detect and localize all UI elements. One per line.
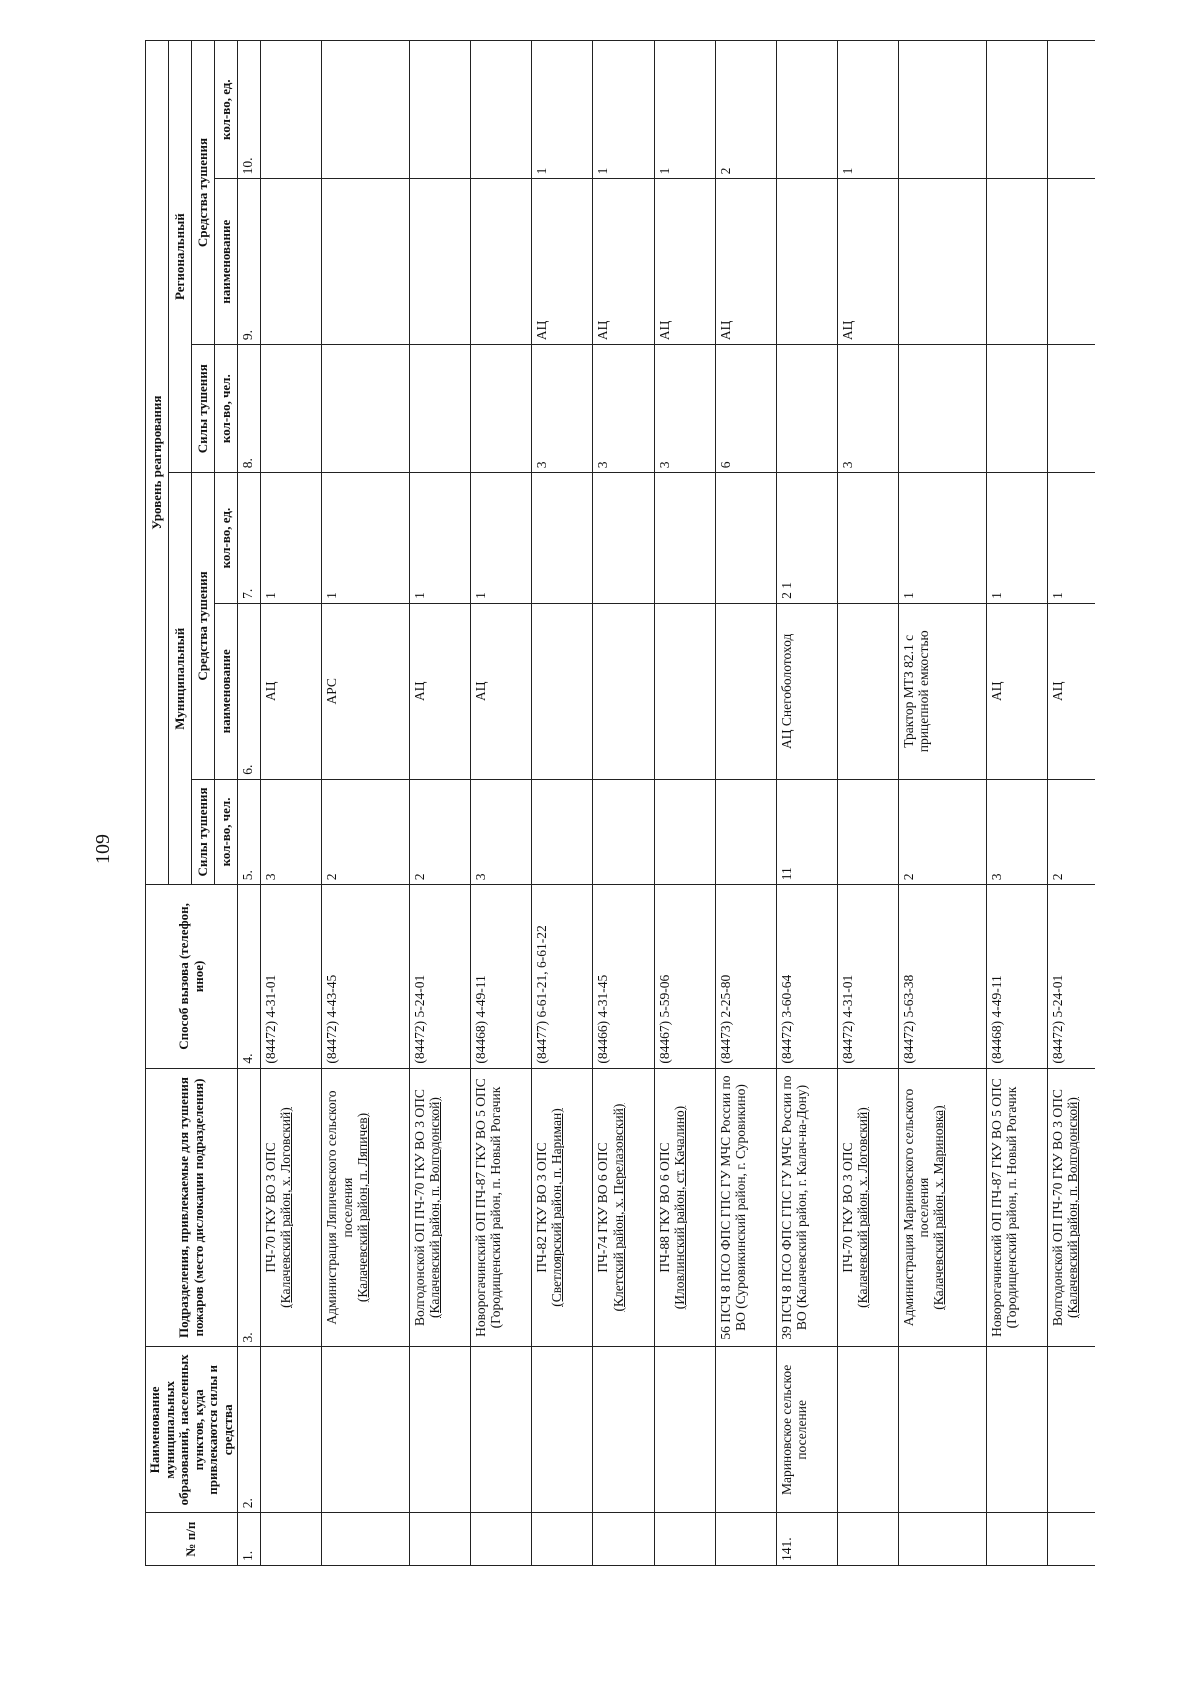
- row-place: [409, 1347, 470, 1513]
- row-unit-location: (Светлоярский район, п. Нариман): [549, 1108, 565, 1307]
- row-r-qty: [776, 41, 837, 179]
- table-row: [322, 41, 409, 1566]
- row-m-name: [532, 603, 593, 779]
- row-m-name: АЦ: [261, 603, 322, 779]
- row-r-forces: [471, 345, 532, 473]
- row-unit: [322, 1068, 409, 1347]
- row-number: [532, 1513, 593, 1566]
- row-r-qty: 2: [715, 41, 776, 179]
- row-place: [986, 1347, 1047, 1513]
- column-number: 10.: [238, 41, 261, 179]
- row-m-qty: 1: [1047, 473, 1095, 604]
- row-r-name: АЦ: [593, 179, 654, 345]
- row-r-qty: 1: [593, 41, 654, 179]
- table-row: [715, 41, 776, 1566]
- row-place: [532, 1347, 593, 1513]
- row-r-qty: [261, 41, 322, 179]
- row-place: [322, 1347, 409, 1513]
- column-number: 3.: [238, 1068, 261, 1347]
- row-m-forces: [593, 779, 654, 885]
- row-unit-location: (Клетский район, х. Перелазовский): [610, 1103, 626, 1312]
- row-number: [409, 1513, 470, 1566]
- row-unit-location: (Калачевский район, х. Мариновка): [931, 1105, 947, 1310]
- row-m-name: [593, 603, 654, 779]
- row-r-forces: 3: [593, 345, 654, 473]
- row-phone: (84473) 2-25-80: [715, 885, 776, 1068]
- row-unit: [409, 1068, 470, 1347]
- row-r-qty: [899, 41, 986, 179]
- row-number: [593, 1513, 654, 1566]
- column-number: 8.: [238, 345, 261, 473]
- row-number: [471, 1513, 532, 1566]
- row-r-name: [471, 179, 532, 345]
- row-m-qty: [593, 473, 654, 604]
- row-place: [261, 1347, 322, 1513]
- row-place: [593, 1347, 654, 1513]
- table-row: [986, 41, 1047, 1566]
- row-m-name: [654, 603, 715, 779]
- column-numbers-row: [238, 41, 261, 1566]
- header-r-forces: Силы тушения: [192, 345, 215, 473]
- table-row: [899, 41, 986, 1566]
- row-r-forces: 3: [838, 345, 899, 473]
- row-unit: [532, 1068, 593, 1347]
- row-m-name: АЦ: [409, 603, 470, 779]
- row-number: [838, 1513, 899, 1566]
- row-r-forces: 6: [715, 345, 776, 473]
- row-unit-location: (Калачевский район, х. Логовский): [855, 1107, 871, 1308]
- row-m-qty: 1: [471, 473, 532, 604]
- header-r-qty-people: кол-во, чел.: [215, 345, 238, 473]
- row-unit: [776, 1068, 837, 1347]
- row-m-name: АЦ Снегоболотоход: [776, 603, 837, 779]
- row-m-qty: 2 1: [776, 473, 837, 604]
- header-row-1: [146, 41, 169, 1566]
- row-place: [1047, 1347, 1095, 1513]
- header-place: Наименование муниципальных образований, населенных пунктов, куда привлекаются силы и средства: [146, 1347, 238, 1513]
- row-r-qty: [322, 41, 409, 179]
- header-m-forces: Силы тушения: [192, 779, 215, 885]
- row-m-qty: [838, 473, 899, 604]
- row-m-qty: 1: [986, 473, 1047, 604]
- header-phone: Способ вызова (телефон, иное): [146, 885, 238, 1068]
- row-unit-name: ПЧ-88 ГКУ ВО 6 ОПС: [656, 1142, 672, 1273]
- row-m-forces: [532, 779, 593, 885]
- row-m-forces: [715, 779, 776, 885]
- table-row: [593, 41, 654, 1566]
- row-m-name: Трактор МТЗ 82.1 с прицепной емкостью: [899, 603, 986, 779]
- row-phone: (84468) 4-49-11: [471, 885, 532, 1068]
- row-place: [654, 1347, 715, 1513]
- forces-table: [145, 40, 1095, 1566]
- row-unit-name: Новорогачинский ОП ПЧ-87 ГКУ ВО 5 ОПС (Городищенский район, п. Новый Рогачик: [988, 1078, 1019, 1337]
- header-m-qty-units: кол-во, ед.: [215, 473, 238, 604]
- row-unit: [838, 1068, 899, 1347]
- row-phone: (84467) 5-59-06: [654, 885, 715, 1068]
- row-r-forces: [322, 345, 409, 473]
- row-unit-name: ПЧ-70 ГКУ ВО 3 ОПС: [263, 1142, 279, 1273]
- header-response-level: Уровень реагирования: [146, 41, 169, 885]
- table-row: [1047, 41, 1095, 1566]
- row-r-forces: 3: [532, 345, 593, 473]
- header-r-means: Средства тушения: [192, 41, 215, 345]
- row-number: [261, 1513, 322, 1566]
- header-r-name: наименование: [215, 179, 238, 345]
- column-number: 6.: [238, 603, 261, 779]
- row-r-forces: [899, 345, 986, 473]
- row-unit: [654, 1068, 715, 1347]
- row-number: [654, 1513, 715, 1566]
- row-phone: (84472) 5-24-01: [409, 885, 470, 1068]
- header-municipal: Муниципальный: [169, 473, 192, 885]
- row-unit-name: ПЧ-74 ГКУ ВО 6 ОПС: [595, 1142, 611, 1273]
- row-m-name: АЦ: [471, 603, 532, 779]
- column-number: 4.: [238, 885, 261, 1068]
- row-m-name: АЦ: [986, 603, 1047, 779]
- column-number: 1.: [238, 1513, 261, 1566]
- row-r-qty: [471, 41, 532, 179]
- row-r-qty: [1047, 41, 1095, 179]
- row-unit: [261, 1068, 322, 1347]
- row-place: Мариновское сельское поселение: [776, 1347, 837, 1513]
- row-phone: (84472) 4-31-01: [838, 885, 899, 1068]
- row-number: [986, 1513, 1047, 1566]
- row-unit-name: ПЧ-82 ГКУ ВО 3 ОПС: [534, 1142, 550, 1273]
- row-r-forces: [261, 345, 322, 473]
- row-m-name: АРС: [322, 603, 409, 779]
- row-m-forces: 3: [261, 779, 322, 885]
- row-m-qty: 1: [899, 473, 986, 604]
- row-number: [899, 1513, 986, 1566]
- row-m-qty: [715, 473, 776, 604]
- header-regional: Региональный: [169, 41, 192, 473]
- row-r-forces: [409, 345, 470, 473]
- row-m-name: [715, 603, 776, 779]
- row-r-name: [899, 179, 986, 345]
- row-place: [899, 1347, 986, 1513]
- row-r-name: АЦ: [532, 179, 593, 345]
- row-r-qty: 1: [532, 41, 593, 179]
- row-m-forces: [838, 779, 899, 885]
- row-unit-name: Администрация Ляпичевского сельского поселения: [324, 1090, 355, 1325]
- table-row: [838, 41, 899, 1566]
- row-phone: (84472) 4-43-45: [322, 885, 409, 1068]
- table-body: [261, 41, 1095, 1566]
- row-unit-name: Волгодонской ОП ПЧ-70 ГКУ ВО 3 ОПС: [411, 1089, 427, 1326]
- header-m-name: наименование: [215, 603, 238, 779]
- row-r-name: [261, 179, 322, 345]
- row-m-name: АЦ: [1047, 603, 1095, 779]
- header-m-qty-people: кол-во, чел.: [215, 779, 238, 885]
- row-m-forces: 2: [322, 779, 409, 885]
- row-m-forces: 3: [471, 779, 532, 885]
- row-unit: [471, 1068, 532, 1347]
- row-r-forces: [986, 345, 1047, 473]
- row-r-forces: 3: [654, 345, 715, 473]
- row-r-name: [986, 179, 1047, 345]
- row-number: [1047, 1513, 1095, 1566]
- row-unit: [593, 1068, 654, 1347]
- row-phone: (84468) 4-49-11: [986, 885, 1047, 1068]
- row-number: [715, 1513, 776, 1566]
- table-row: [261, 41, 322, 1566]
- row-r-qty: [409, 41, 470, 179]
- row-place: [838, 1347, 899, 1513]
- page-number: 109: [91, 834, 114, 864]
- row-r-name: [1047, 179, 1095, 345]
- table-row: [471, 41, 532, 1566]
- column-number: 9.: [238, 179, 261, 345]
- header-unit: Подразделения, привлекаемые для тушения пожаров (место дислокации подразделения): [146, 1068, 238, 1347]
- row-number: 141.: [776, 1513, 837, 1566]
- row-r-name: АЦ: [838, 179, 899, 345]
- row-phone: (84466) 4-31-45: [593, 885, 654, 1068]
- row-unit-name: ПЧ-70 ГКУ ВО 3 ОПС: [840, 1142, 856, 1273]
- row-r-qty: 1: [838, 41, 899, 179]
- table-container: [145, 40, 1095, 1566]
- row-r-forces: [776, 345, 837, 473]
- row-r-qty: 1: [654, 41, 715, 179]
- row-r-qty: [986, 41, 1047, 179]
- table-row: [409, 41, 470, 1566]
- row-m-qty: 1: [261, 473, 322, 604]
- table-row: [776, 41, 837, 1566]
- header-r-qty-units: кол-во, ед.: [215, 41, 238, 179]
- row-r-name: [322, 179, 409, 345]
- row-m-name: [838, 603, 899, 779]
- row-m-forces: 11: [776, 779, 837, 885]
- row-number: [322, 1513, 409, 1566]
- row-phone: (84472) 5-63-38: [899, 885, 986, 1068]
- row-unit-name: Новорогачинский ОП ПЧ-87 ГКУ ВО 5 ОПС (Городищенский район, п. Новый Рогачик: [473, 1078, 504, 1337]
- row-unit: [715, 1068, 776, 1347]
- row-unit-name: 56 ПСЧ 8 ПСО ФПС ГПС ГУ МЧС России по ВО (Суровикинский район, г. Суровикино): [717, 1075, 748, 1340]
- row-unit: [1047, 1068, 1095, 1347]
- row-phone: (84477) 6-61-21, 6-61-22: [532, 885, 593, 1068]
- row-m-qty: [532, 473, 593, 604]
- row-phone: (84472) 4-31-01: [261, 885, 322, 1068]
- row-unit-name: Администрация Мариновского сельского поселения: [901, 1088, 932, 1327]
- row-r-name: АЦ: [715, 179, 776, 345]
- row-place: [715, 1347, 776, 1513]
- row-unit-location: (Иловлинский район, ст. Качалино): [671, 1105, 687, 1310]
- row-r-name: АЦ: [654, 179, 715, 345]
- row-phone: (84472) 5-24-01: [1047, 885, 1095, 1068]
- row-unit-name: 39 ПСЧ 8 ПСО ФПС ГПС ГУ МЧС России по ВО (Калачевский район, г. Калач-на-Дону): [778, 1075, 810, 1340]
- row-m-qty: 1: [322, 473, 409, 604]
- row-m-forces: 2: [899, 779, 986, 885]
- header-m-means: Средства тушения: [192, 473, 215, 779]
- row-m-forces: 3: [986, 779, 1047, 885]
- row-r-forces: [1047, 345, 1095, 473]
- row-unit-location: (Калачевский район, п. Волгодонской): [1064, 1097, 1080, 1318]
- row-unit-name: Волгодонской ОП ПЧ-70 ГКУ ВО 3 ОПС: [1049, 1089, 1065, 1326]
- row-unit-location: (Калачевский район, п. Волгодонской): [426, 1097, 442, 1318]
- table-row: [532, 41, 593, 1566]
- row-unit-location: (Калачевский район, х. Логовский): [278, 1107, 294, 1308]
- row-m-forces: [654, 779, 715, 885]
- row-r-name: [409, 179, 470, 345]
- rotated-table-wrapper: [145, 40, 1095, 1566]
- column-number: 7.: [238, 473, 261, 604]
- row-r-name: [776, 179, 837, 345]
- row-m-qty: 1: [409, 473, 470, 604]
- row-unit: [986, 1068, 1047, 1347]
- row-m-qty: [654, 473, 715, 604]
- row-unit: [899, 1068, 986, 1347]
- row-unit-location: (Калачевский район, п. Ляпичев): [354, 1112, 370, 1303]
- row-m-forces: 2: [1047, 779, 1095, 885]
- header-num: № п/п: [146, 1513, 238, 1566]
- column-number: 2.: [238, 1347, 261, 1513]
- column-number: 5.: [238, 779, 261, 885]
- row-m-forces: 2: [409, 779, 470, 885]
- table-row: [654, 41, 715, 1566]
- row-phone: (84472) 3-60-64: [776, 885, 837, 1068]
- row-place: [471, 1347, 532, 1513]
